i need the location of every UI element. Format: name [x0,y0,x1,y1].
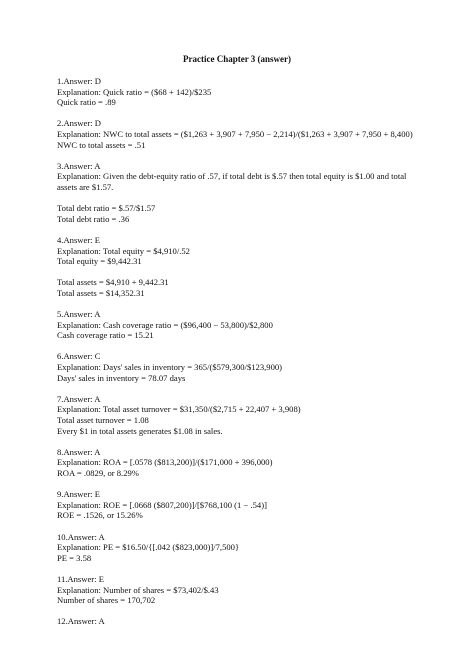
text-line: 7.Answer: A [57,393,101,404]
text-line: 10.Answer: A [57,531,105,542]
block-spacer [57,267,419,278]
text-line: 3.Answer: A [57,160,101,171]
text-line: Total asset turnover = 1.08 [57,415,149,425]
text-line: Cash coverage ratio = 15.21 [57,330,154,341]
answer-block [57,161,419,193]
block-spacer [57,298,419,309]
text-line: Explanation: PE = $16.50/{[.042 ($823,000)]/7,500} [57,542,240,553]
page-title: Practice Chapter 3 (answer) [182,54,292,64]
answer-block [57,235,419,267]
text-line: 11.Answer: E [57,573,104,584]
text-line: Explanation: Number of shares = $73,402/$.43 [57,584,219,595]
text-line: PE = 3.58 [57,552,92,563]
text-line: Explanation: Given the debt-equity ratio of .57, if total debt is $.57 then total equity is $1.00 and total assets are $1.57. [57,171,407,192]
text-line: Total equity = $9,442.31 [57,256,142,267]
text-line: Number of shares = 170,702 [57,595,156,606]
text-line: 2.Answer: D [57,118,101,129]
text-line: 6.Answer: C [57,351,101,362]
text-line: Explanation: Days' sales in inventory = 365/($579,300/$123,900) [57,362,283,373]
answer-block [57,351,419,383]
text-line: Explanation: Total equity = $4,910/.52 [57,245,190,256]
text-line: Explanation: ROE = [.0668 ($807,200)]/[$768,100 (1 − .54)] [57,499,267,510]
block-spacer [57,521,419,532]
answer-block [57,394,419,436]
block-spacer [57,224,419,235]
answer-block [57,309,419,341]
text-line: 8.Answer: A [57,446,101,457]
block-spacer [57,150,419,161]
block-spacer [57,479,419,490]
text-line: NWC to total assets = .51 [57,139,146,150]
text-line: 9.Answer: E [57,489,100,500]
text-line: Total debt ratio = .36 [57,213,130,224]
block-spacer [57,341,419,352]
text-line: Explanation: Cash coverage ratio = ($96,400 − 53,800)/$2,800 [57,319,273,330]
text-line: Days' sales in inventory = 78.07 days [57,372,186,383]
text-line: 5.Answer: A [57,309,101,320]
block-spacer [57,193,419,204]
text-line: Quick ratio = .89 [57,97,116,108]
block-spacer [57,436,419,447]
text-line: ROE = .1526, or 15.26% [57,510,143,521]
block-spacer [57,383,419,394]
text-line: Every $1 in total assets generates $1.08 in sales. [57,425,223,436]
answer-block [57,76,419,108]
answer-block [57,277,419,298]
answer-block [57,118,419,150]
text-line: Total debt ratio = $.57/$1.57 [57,203,156,214]
block-spacer [57,563,419,574]
block-spacer [57,606,419,617]
answer-block [57,489,419,521]
answer-block [57,203,419,224]
answer-block [57,616,419,627]
text-line: Total assets = $4,910 + 9,442.31 [57,277,169,288]
text-line: ROA = .0829, or 8.29% [57,467,139,478]
text-line: Explanation: ROA = [.0578 ($813,200)]/($171,000 + 396,000) [57,457,273,468]
block-spacer [57,108,419,119]
answer-block [57,574,419,606]
text-line: Explanation: NWC to total assets = ($1,263 + 3,907 + 7,950 − 2,214)/($1,263 + 3,907 + 7,950 + 8,400) [57,128,413,139]
text-line: Total assets = $14,352.31 [57,287,145,298]
answer-list [57,76,419,627]
text-line: 4.Answer: E [57,234,100,245]
answer-block [57,447,419,479]
text-line: Explanation: Total asset turnover = $31,350/($2,715 + 22,407 + 3,908) [57,404,301,415]
text-line: 12.Answer: A [57,616,105,627]
text-line: 1.Answer: D [57,76,101,86]
answer-block [57,532,419,564]
text-line: Explanation: Quick ratio = ($68 + 142)/$235 [57,86,212,97]
